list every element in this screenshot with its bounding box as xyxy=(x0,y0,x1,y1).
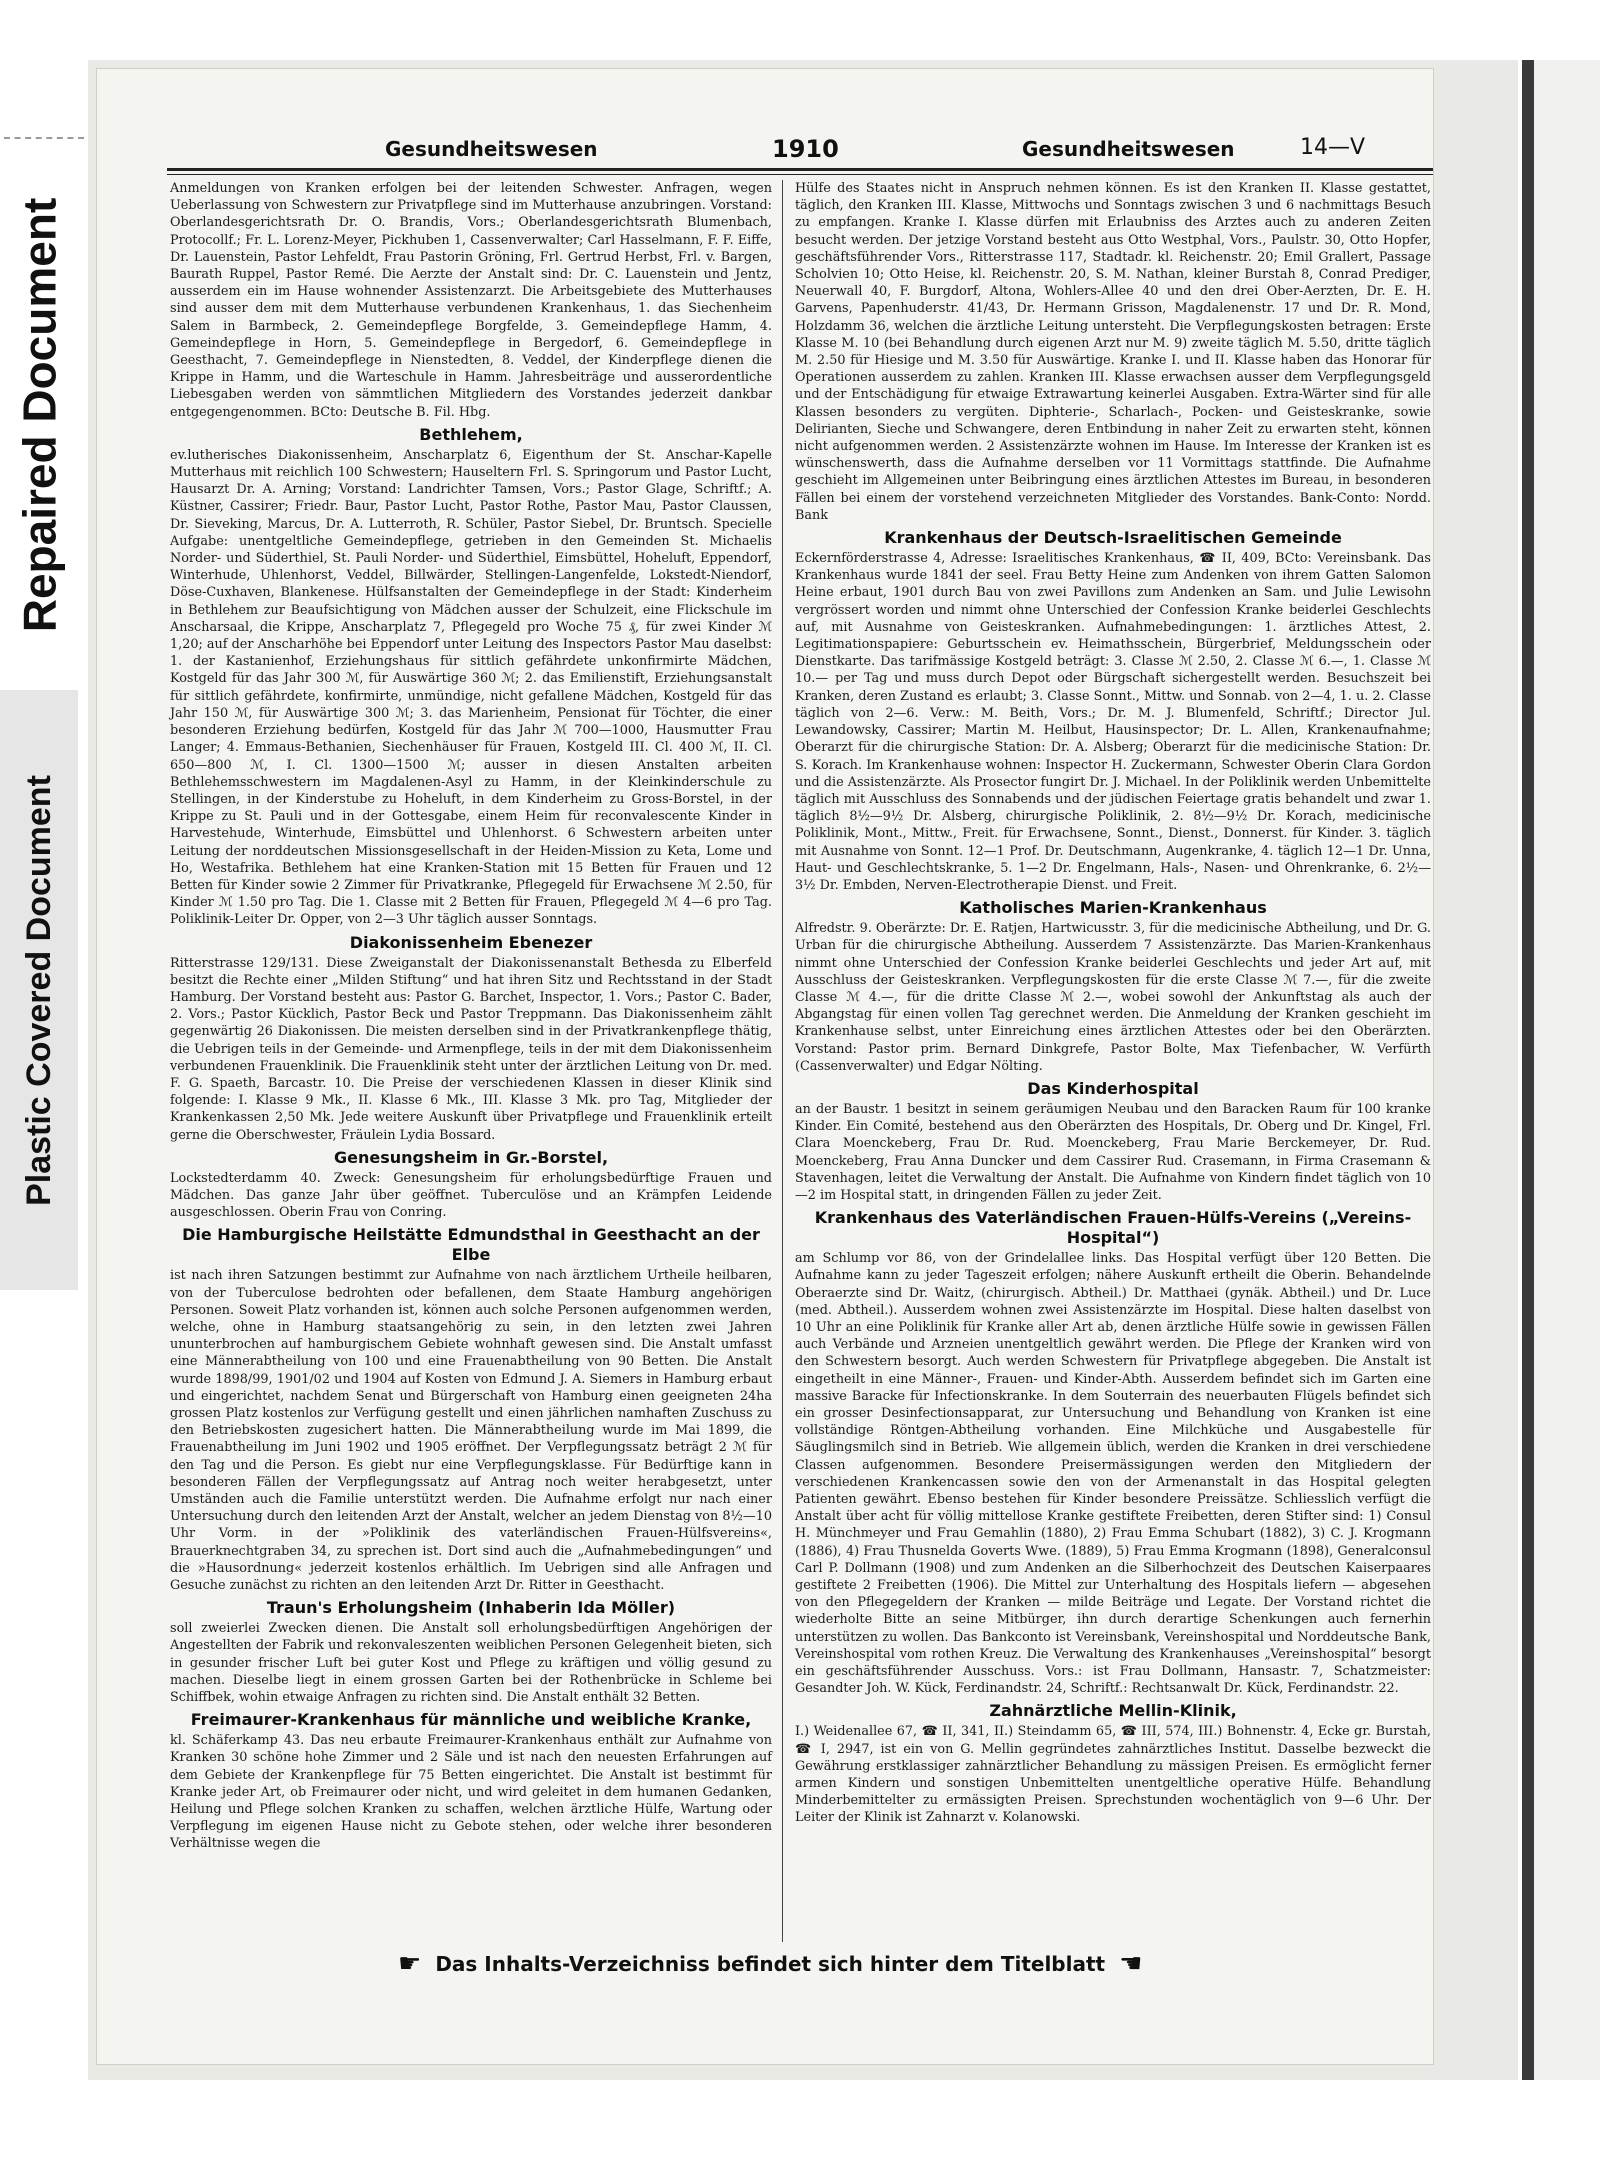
left-column xyxy=(170,180,772,1853)
entry-heading: Bethlehem, xyxy=(419,424,523,444)
entry-heading: Freimaurer-Krankenhaus für männliche und weibliche Kranke, xyxy=(190,1710,752,1730)
entry-heading: Diakonissenheim Ebenezer xyxy=(349,932,593,952)
entry-heading: Das Kinderhospital xyxy=(1027,1078,1199,1098)
plastic-covered-text: Plastic Covered Document xyxy=(19,774,58,1206)
entry-body: Anmeldungen von Kranken erfolgen bei der leitenden Schwester. Anfragen, wegen Ueberlassung von Schwestern zur Privatpflege sind im Mutterhause anzubringen. Vorstand: Oberlandesgerichtsrath Dr. O. Brandis, Vors.; Oberlandesgerichtsrath Blumenbach, Protocollf.; Fr. L. Lorenz-Meyer, Pickhuben 1, Cassenverwalter; Carl Hasselmann, F. F. Eiffe, Dr. Lauenstein, Pastor Lehfeldt, Frau Pastorin Gröning, Frl. Gertrud Herbst, Frl. v. Bargen, Baurath Ruppel, Pastor Remé. Die Aerzte der Anstalt sind: Dr. C. Lauenstein und Jentz, ausserdem ein im Hause wohnender Assistenzarzt. Die Arbeitsgebiete des Mutterhauses sind ausser dem mit dem Mutterhause verbundenen Krankenhaus, 1. das Siechenheim Salem in Barmbeck, 2. Gemeindepflege Borgfelde, 3. Gemeindepflege Hamm, 4. Gemeindepflege in Horn, 5. Gemeindepflege in Bergedorf, 6. Gemeindepflege in Geesthacht, 7. Gemeindepflege in Nienstedten, 8. Veddel, der Kinderpflege dienen die Krippe in Hamm, und die Warteschule in Hamm. Jahresbeiträge und ausserordentliche Liebesgaben werden von sämmtlichen Mitgliedern des Vorstandes jederzeit dankbar entgegengenommen. BCto: Deutsche B. Fil. Hbg. xyxy=(170,181,772,420)
edge-dashes xyxy=(4,137,84,139)
entry-body: Alfredstr. 9. Oberärzte: Dr. E. Ratjen, Hartwicusstr. 3, für die medicinische Abtheilung, und Dr. G. Urban für die chirurgische Abtheilung. Ausserdem 7 Assistenzärzte. Das Marien-Krankenhaus nimmt ohne Unterschied der Confession Kranke beiderlei Geschlechts und jeder Art auf, mit Ausschluss der Geisteskranken. Verpflegungskosten für die erste Classe ℳ 7.—, für die zweite Classe ℳ 4.—, für die dritte Classe ℳ 2.—, wobei sowohl der Ankunftstag als auch der Abgangstag für einen vollen Tag gerechnet werden. Die Anmeldung der Kranken geschieht im Krankenhause selbst, unter Einreichung eines ärztlichen Attestes oder bei den Oberärzten. Vorstand: Pastor prim. Bernard Dinkgrefe, Pastor Bolte, Max Tiefenbacher, W. Verfürth (Cassenverwalter) und Edgar Nölting. xyxy=(795,921,1431,1074)
entry-body: I.) Weidenallee 67, ☎ II, 341, II.) Steindamm 65, ☎ III, 574, III.) Bohnenstr. 4, Ecke gr. Burstah, ☎ I, 2947, ist ein von G. Mellin gegründetes zahnärztliches Institut. Dasselbe bezweckt die Gewährung erstklassiger zahnärztlicher Behandlung zu mässigen Preisen. Es ermöglicht ferner armen Kindern und sonstigen Unbemittelten unentgeltliche operative Hülfe. Behandlung Minderbemittelter zu ermässigten Preisen. Sprechstunden wochentäglich von 9—6 Uhr. Der Leiter der Klinik ist Zahnarzt v. Kolanowski. xyxy=(795,1724,1431,1826)
entry-heading: Die Hamburgische Heilstätte Edmundsthal in Geesthacht an der Elbe xyxy=(182,1225,760,1265)
binding-edge xyxy=(1522,60,1534,2080)
entry-body: Hülfe des Staates nicht in Anspruch nehmen können. Es ist den Kranken II. Klasse gestattet, täglich, den Kranken III. Klasse, Mittwochs und Sonntags zwischen 3 und 6 nachmittags Besuch zu empfangen. Kranke I. Klasse dürfen mit Erlaubniss des Arztes auch zu anderen Zeiten besucht werden. Der jetzige Vorstand besteht aus Otto Westphal, Vors., Paulstr. 30, Otto Hopfer, geschäftsführender Vors., Ritterstrasse 117, Stadtadr. kl. Reichenstr. 20; Emil Grallert, Passage Scholvien 10; Otto Heise, kl. Reichenstr. 20, S. M. Nathan, kleiner Burstah 8, Conrad Prediger, Neuerwall 40, F. Burgdorf, Altona, Wohlers-Allee 40 und den drei Ober-Aerzten, Dr. E. H. Garvens, Papenhuderstr. 41/43, Dr. Hermann Grisson, Magdalenenstr. 17 und Dr. R. Mond, Holzdamm 36, welchen die ärztliche Leitung untersteht. Die Verpflegungskosten betragen: Erste Klasse M. 10 (bei Behandlung durch eigenen Arzt nur M. 9) zweite täglich M. 5.50, dritte täglich M. 2.50 für Hiesige und M. 3.50 für Auswärtige. Kranke I. und II. Klasse haben das Honorar für Operationen ausserdem zu zahlen. Kranken III. Klasse erwachsen ausser dem Verpflegungsgeld und der Entschädigung für etwaige Extrawartung keinerlei Ausgaben. Extra-Wärter sind für alle Klassen besonders zu vergüten. Diphterie-, Scharlach-, Pocken- und Geisteskranke, sowie Delirianten, Sieche und Schwangere, deren Entbindung in naher Zeit zu erwarten steht, können nicht aufgenommen werden. 2 Assistenzärzte wohnen im Hause. Im Interesse der Kranken ist es wünschenswerth, dass die Aufnahme derselben vor 11 Vormittags stattfinde. Die Aufnahme geschieht im Allgemeinen unter Beibringung eines ärztlichen Attestes im Bureau, in besonderen Fällen bei einem der vorstehend verzeichneten Mitglieder des Vorstandes. Bank-Conto: Nordd. Bank xyxy=(795,181,1431,523)
entry-heading: Zahnärztliche Mellin-Klinik, xyxy=(989,1701,1237,1721)
entry-heading: Krankenhaus des Vaterländischen Frauen-Hülfs-Vereins („Vereins-Hospital“) xyxy=(814,1208,1412,1248)
footer-note: Das Inhalts-Verzeichniss befindet sich hinter dem Titelblatt xyxy=(435,1952,1106,1976)
entry-body: Ritterstrasse 129/131. Diese Zweiganstalt der Diakonissenanstalt Bethesda zu Elberfeld besitzt die Rechte einer „Milden Stiftung“ und hat ihren Sitz und Rechtsstand in der Stadt Hamburg. Der Vorstand besteht aus: Pastor G. Barchet, Inspector, 1. Vors.; Pastor C. Bader, 2. Vors.; Pastor Kücklich, Pastor Beck und Pastor Treppmann. Das Diakonissenheim zählt gegenwärtig 26 Diakonissen. Die meisten derselben sind in der Privatkrankenpflege thätig, die Uebrigen teils in der Gemeinde- und Armenpflege, teils in der mit dem Diakonissenheim verbundenen Frauenklinik. Die Frauenklinik steht unter der ärztlichen Leitung von Dr. med. F. G. Spaeth, Barcastr. 10. Die Preise der verschiedenen Klassen in dieser Klinik sind folgende: I. Klasse 9 Mk., II. Klasse 6 Mk., III. Klasse 3 Mk. pro Tag, Mitglieder der Krankenkassen 2,50 Mk. Jede weitere Auskunft über Privatpflege und Frauenklinik erteilt gerne die Oberschwester, Fräulein Lydia Bossard. xyxy=(170,955,772,1143)
next-page-edge xyxy=(1534,60,1600,2080)
header-right-title: Gesundheitswesen xyxy=(1022,137,1235,161)
header-rule-thin xyxy=(167,174,1433,175)
entry-body: Eckernförderstrasse 4, Adresse: Israelitisches Krankenhaus, ☎ II, 409, BCto: Vereinsbank. Das Krankenhaus wurde 1841 der seel. Frau Betty Heine zum Andenken von ihrem Gatten Salomon Heine erbaut, 1901 durch Bau von zwei Pavillons zum Andenken an Sam. und Julie Lewisohn vergrössert worden und nimmt ohne Unterschied der Confession Kranke beiderlei Geschlechts auf, mit Ausnahme von Geisteskranken. Aufnahmebedingungen: 1. ärztliches Attest, 2. Legitimationspapiere: Geburtsschein ev. Heimathsschein, Bürgerbrief, Meldungsschein oder Dienstkarte. Das tarifmässige Kostgeld beträgt: 3. Classe ℳ 2.50, 2. Classe ℳ 6.—, 1. Classe ℳ 10.— per Tag und muss durch Depot oder Bürgschaft sichergestellt werden. Besuchszeit bei Kranken, deren Zustand es erlaubt; 3. Classe Sonnt., Mittw. und Sonnab. von 2—4, 1. u. 2. Classe täglich von 2—6. Verw.: M. Beith, Vors.; Dr. M. J. Blumenfeld, Schriftf.; Director Jul. Lewandowsky, Cassirer; Martin M. Heilbut, Hausinspector; Dr. L. Allen, Krankenaufnahme; Oberarzt für die chirurgische Station: Dr. A. Alsberg; Oberarzt für die medicinische Station: Dr. S. Korach. Im Krankenhause wohnen: Inspector H. Zuckermann, Schwester Oberin Clara Gordon und die Assistenzärzte. Als Prosector fungirt Dr. J. Michael. In der Poliklinik werden Unbemittelte täglich mit Ausschluss des Sonnabends und der jüdischen Feiertage gratis behandelt und zwar 1. täglich 8½—9½ Dr. Alsberg, chirurgische Poliklinik, 2. 8½—9½ Dr. Korach, medicinische Poliklinik, Mont., Mittw., Freit. für Erwachsene, Sonnt., Dienst., Donnerst. für Kinder. 3. täglich mit Ausnahme von Sonnt. 12—1 Prof. Dr. Deutschmann, Augenkranke, 4. täglich 12—1 Dr. Unna, Haut- und Geschlechtskranke, 5. 1—2 Dr. Engelmann, Hals-, Nasen- und Ohrenkranke, 6. 2½—3½ Dr. Embden, Nerven-Electrotherapie Dienst. und Freit. xyxy=(795,551,1431,893)
page-header xyxy=(100,133,1436,169)
entry-heading: Katholisches Marien-Krankenhaus xyxy=(959,898,1267,918)
header-rule xyxy=(167,168,1433,171)
entry-heading: Krankenhaus der Deutsch-Israelitischen Gemeinde xyxy=(884,528,1342,548)
right-column xyxy=(795,180,1431,1827)
entry-body: kl. Schäferkamp 43. Das neu erbaute Freimaurer-Krankenhaus enthält zur Aufnahme von Kranken 30 schöne hohe Zimmer und 2 Säle und ist nach den neuesten Erfahrungen auf dem Gebiete der Krankenpflege für 75 Betten eingerichtet. Die Anstalt ist bestimmt für Kranke jeder Art, ob Freimaurer oder nicht, und wird geleitet in dem humanen Gedanken, Heilung und Pflege solchen Kranken zu schaffen, welchen ärztliche Hülfe, Wartung oder Verpflegung im eigenen Hause nicht zu Gebote stehen, oder welche ihrer besonderen Verhältnisse wegen die xyxy=(170,1733,772,1852)
pointing-hand-right-icon: ☛ xyxy=(398,1949,422,1979)
header-page-number: 14—V xyxy=(1300,135,1366,160)
entry-body: soll zweierlei Zwecken dienen. Die Anstalt soll erholungsbedürftigen Angehörigen der Angestellten der Fabrik und rekonvaleszenten weiblichen Personen Gelegenheit bieten, sich in gesunder frischer Luft bei guter Kost und Pflege zu kräftigen und völlig gesund zu machen. Dieselbe liegt in einem grossen Garten bei der Rothenbrücke in Schleme bei Schiffbek, wohin etwaige Anfragen zu richten sind. Die Anstalt enthält 32 Betten. xyxy=(170,1621,772,1706)
page-footer xyxy=(398,1948,1198,1980)
header-year: 1910 xyxy=(772,135,839,163)
entry-body: ev.lutherisches Diakonissenheim, Anscharplatz 6, Eigenthum der St. Anschar-Kapelle Mutterhaus mit reichlich 100 Schwestern; Hauseltern Frl. S. Springorum und Pastor Lucht, Hausarzt Dr. A. Arning; Vorstand: Landrichter Tamsen, Vors.; Pastor Glage, Schriftf.; A. Küstner, Cassirer; Friedr. Baur, Pastor Lucht, Pastor Rothe, Pastor Mau, Pastor Claussen, Dr. Sieveking, Marcus, Dr. A. Lutterroth, R. Schüler, Pastor Siebel, Dr. Bruntsch. Specielle Aufgabe: unentgeltliche Gemeindepflege, getrieben in den Gemeinden St. Michaelis Norder- und Süderthiel, St. Pauli Norder- und Süderthiel, Eimsbüttel, Hoheluft, Eppendorf, Winterhude, Uhlenhorst, Veddel, Billwärder, Stellingen-Langenfelde, Lokstedt-Niendorf, Döse-Cuxhaven, Blankenese. Hülfsanstalten der Gemeindepflege in der Stadt: Kinderheim in Bethlehem zur Beaufsichtigung von Mädchen ausser der Schulzeit, eine Flickschule im Anscharsaal, die Krippe, Anscharplatz 7, Pflegegeld pro Woche 75 ₰, für zwei Kinder ℳ 1,20; auf der Anscharhöhe bei Eppendorf unter Leitung des Inspectors Pastor Mau daselbst: 1. der Kastanienhof, Erziehungshaus für sittlich gefährdete unkonfirmirte Mädchen, Kostgeld für das Jahr 300 ℳ, für Auswärtige 360 ℳ; 2. das Emilienstift, Erziehungsanstalt für sittlich gefährdete, konfirmirte, unmündige, nicht gefallene Mädchen, Kostgeld für das Jahr 150 ℳ, für Auswärtige 300 ℳ; 3. das Marienheim, Pensionat für Töchter, die einer besonderen Erziehung bedürfen, Kostgeld für das Jahr ℳ 700—1000, Hausmutter Frau Langer; 4. Emmaus-Bethanien, Siechenhäuser für Frauen, Kostgeld III. Cl. 400 ℳ, II. Cl. 650—800 ℳ, I. Cl. 1300—1500 ℳ; ausser in diesen Anstalten arbeiten Bethlehemsschwestern im Magdalenen-Asyl zu Hamm, in der Kleinkinderschule zu Stellingen, in der Kinderstube zu Hoheluft, in dem Kinderheim zu Gross-Borstel, in der Krippe zu St. Pauli und in der Gottesgabe, einem Heim für reconvalescente Kinder in Harvestehude, Winterhude, Eimsbüttel und Uhlenhorst. 6 Schwestern arbeiten unter Leitung der norddeutschen Missionsgesellschaft in der Heiden-Mission zu Keta, Lome und Ho, Westafrika. Bethlehem hat eine Kranken-Station mit 15 Betten für Frauen und 12 Betten für Kinder sowie 2 Zimmer für Privatkranke, Pflegegeld für Erwachsene ℳ 2.50, für Kinder ℳ 1.50 pro Tag. Die 1. Classe mit 2 Betten für Frauen, Pflegegeld ℳ 4—6 pro Tag. Poliklinik-Leiter Dr. Opper, von 2—3 Uhr täglich ausser Sonntags. xyxy=(170,447,772,928)
header-left-title: Gesundheitswesen xyxy=(385,137,598,161)
entry-heading: Traun's Erholungsheim (Inhaberin Ida Möller) xyxy=(266,1598,676,1618)
document-sidebar xyxy=(0,150,78,1290)
repaired-document-label xyxy=(0,150,78,680)
entry-body: ist nach ihren Satzungen bestimmt zur Aufnahme von nach ärztlichem Urtheile heilbaren, von der Tuberculose bedrohten oder befallenen, dem Staate Hamburg angehörigen Personen. Soweit Platz vorhanden ist, können auch solche Personen aufgenommen werden, welche, ohne in Hamburg staatsangehörig zu sein, in den letzten zwei Jahren ununterbrochen auf hamburgischem Gebiete wohnhaft gewesen sind. Die Anstalt umfasst eine Männerabtheilung von 100 und eine Frauenabtheilung von 90 Betten. Die Anstalt wurde 1898/99, 1901/02 und 1904 auf Kosten von Edmund J. A. Siemers in Hamburg erbaut und eingerichtet, nachdem Senat und Bürgerschaft von Hamburg einen geeigneten 24ha grossen Platz kostenlos zur Verfügung gestellt und einen jährlichen namhaften Zuschuss zu den Betriebskosten zugesichert hatten. Die Männerabtheilung wurde im Mai 1899, die Frauenabtheilung im Juni 1902 und 1905 eröffnet. Der Verpflegungssatz beträgt 2 ℳ für den Tag und die Person. Es giebt nur eine Verpflegungsklasse. Für Bedürftige kann in besonderen Fällen der Verpflegungssatz auf Antrag noch weiter herabgesetzt, unter Umständen auch die Familie unterstützt werden. Die Aufnahme erfolgt nur nach einer Untersuchung durch den leitenden Arzt der Anstalt, welcher an jedem Dienstag von 8½—10 Uhr Vorm. in der »Poliklinik des vaterländischen Frauen-Hülfsvereins«, Brauerknechtgraben 34, zu sprechen ist. Dort sind auch die „Aufnahmebedingungen“ und die »Hausordnung« jederzeit kostenlos erhältlich. Im Uebrigen sind alle Anfragen und Gesuche zunächst zu richten an den leitenden Arzt Dr. Ritter in Geesthacht. xyxy=(170,1268,772,1594)
repaired-document-text: Repaired Document xyxy=(13,197,65,633)
plastic-covered-label xyxy=(0,690,78,1290)
entry-body: Lockstedterdamm 40. Zweck: Genesungsheim für erholungsbedürftige Frauen und Mädchen. Das ganze Jahr über geöffnet. Tuberculöse und an Krämpfen Leidende ausgeschlossen. Oberin Frau von Conring. xyxy=(170,1170,772,1221)
entry-body: am Schlump vor 86, von der Grindelallee links. Das Hospital verfügt über 120 Betten. Die Aufnahme kann zu jeder Tageszeit erfolgen; nähere Auskunft ertheilt die Oberin. Behandelnde Oberaerzte sind Dr. Waitz, (chirurgisch. Abtheil.) Dr. Matthaei (gynäk. Abtheil.) und Dr. Luce (med. Abtheil.). Ausserdem wohnen zwei Assistenzärzte im Hospital. Diese halten daselbst von 10 Uhr an eine Poliklinik für Kranke aller Art ab, denen ärztliche Hülfe sowie in gewissen Fällen auch Verbände und Arzneien unentgeltlich gewährt werden. Die Pflege der Kranken wird von den Schwestern besorgt. Auch werden Schwestern für Privatpflege abgegeben. Die Anstalt ist eingetheilt in eine Männer-, Frauen- und Kinder-Abth. Ausserdem befindet sich im Garten eine massive Baracke für Infectionskranke. In dem Souterrain des neuerbauten Flügels befindet sich ein grosser Desinfectionsapparat, zur Untersuchung und Behandlung von Kranken ist eine vollständige Röntgen-Abtheilung vorhanden. Eine Milchküche und Ausgabestelle für Säuglingsmilch sind in Betrieb. Wie allgemein üblich, werden die Kranken in drei verschiedene Classen aufgenommen. Besondere Preisermässigungen werden den Mitgliedern der verschiedenen Krankencassen sowie den von der Armenanstalt in das Hospital gelegten Patienten gewährt. Ebenso bestehen für Kinder besondere Preissätze. Schliesslich verfügt die Anstalt über acht für völlig mittellose Kranke gestiftete Freibetten, deren Stifter sind: 1) Consul H. Münchmeyer und Frau Gemahlin (1880), 2) Frau Emma Schubart (1882), 3) C. J. Krogmann (1886), 4) Frau Thusnelda Goverts Wwe. (1889), 5) Frau Emma Krogmann (1898), Generalconsul Carl P. Dollmann (1908) und zum Andenken an die Silberhochzeit des Deutschen Kaiserpaares gestiftete 2 Freibetten (1906). Die Mittel zur Unterhaltung des Hospitals liefern — abgesehen von den Pflegegeldern der Kranken — milde Beiträge und Legate. Der Vorstand richtet die wiederholte Bitte an seine Mitbürger, ihn durch derartige Schenkungen auch fernerhin unterstützen zu wollen. Das Bankconto ist Vereinsbank, Vereinshospital und Norddeutsche Bank, Vereinshospital vom rothen Kreuz. Die Verwaltung des Krankenhauses „Vereinshospital“ besorgt ein geschäftsführender Ausschuss. Vors.: ist Frau Dollmann, Hansastr. 7, Schatzmeister: Gesandter Joh. W. Kück, Ferdinandstr. 24, Schriftf.: Rechtsanwalt Dr. Kück, Ferdinandstr. 22. xyxy=(795,1251,1431,1697)
entry-body: an der Baustr. 1 besitzt in seinem geräumigen Neubau und den Baracken Raum für 100 kranke Kinder. Ein Comité, bestehend aus den Oberärzten des Hospitals, Dr. Oberg und Dr. Kingel, Frl. Clara Moenckeberg, Frau Dr. Rud. Moenckeberg, Frau Marie Berckemeyer, Dr. Rud. Moenckeberg, Frau Anna Duncker und dem Cassirer Rud. Crasemann, in Firma Crasemann & Stavenhagen, leitet die Verwaltung der Anstalt. Die Aufnahme von Kindern findet täglich von 10—2 im Hospital statt, in dringenden Fällen zu jeder Zeit. xyxy=(795,1101,1431,1203)
pointing-hand-left-icon: ☚ xyxy=(1119,1949,1143,1979)
column-separator xyxy=(782,180,783,1942)
entry-heading: Genesungsheim in Gr.-Borstel, xyxy=(333,1147,609,1167)
